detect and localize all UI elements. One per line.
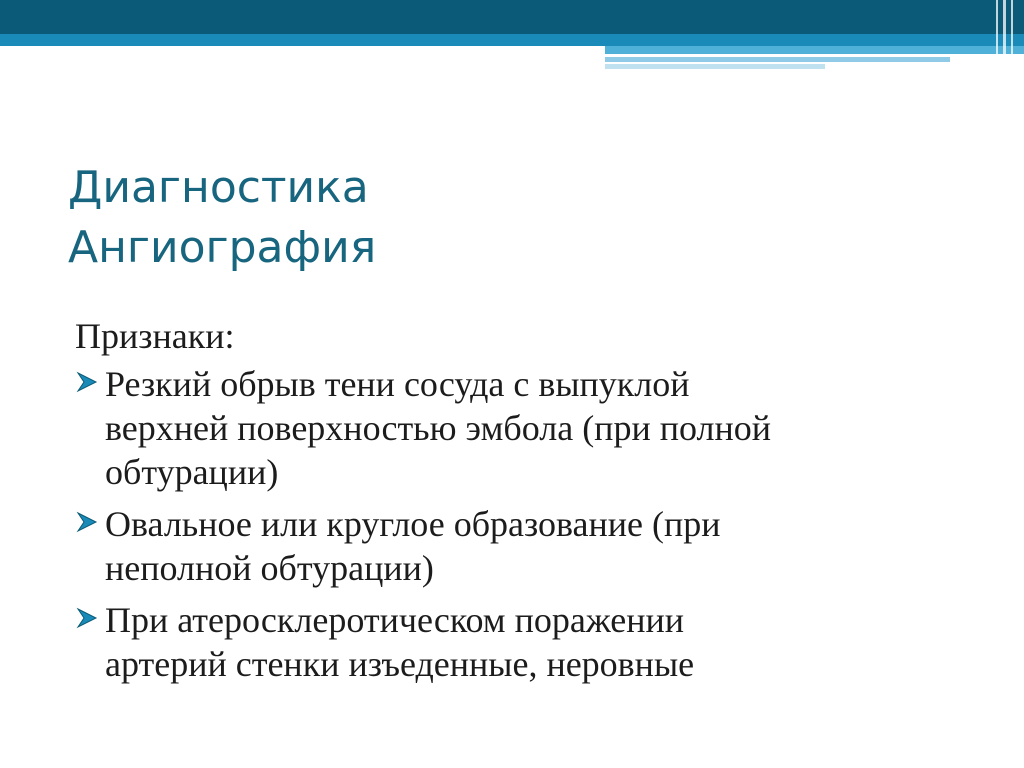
header-band-light-3 — [605, 64, 825, 69]
bullet-line: Резкий обрыв тени сосуда с выпуклой — [105, 364, 690, 404]
header-divider-line — [1011, 0, 1013, 68]
header-band-light-2 — [605, 57, 950, 62]
header-band-light-1 — [605, 46, 1024, 54]
slide-body — [75, 314, 955, 694]
header-divider-line — [996, 0, 998, 68]
title-line-1: Диагностика — [68, 162, 369, 213]
bullet-line: артерий стенки изъеденные, неровные — [105, 644, 695, 684]
chevron-arrow-icon — [75, 369, 101, 395]
slide-title — [68, 158, 968, 278]
signs-heading: Признаки: — [75, 316, 235, 356]
chevron-arrow-icon — [75, 605, 101, 631]
bullet-item — [75, 502, 955, 590]
bullet-line: Овальное или круглое образование (при — [105, 504, 721, 544]
header-divider-line — [1003, 0, 1006, 68]
bullet-line: обтурации) — [105, 452, 279, 492]
header-band-dark — [0, 0, 1024, 34]
bullet-line: неполной обтурации) — [105, 548, 434, 588]
bullet-line: При атеросклеротическом поражении — [105, 600, 684, 640]
bullet-item — [75, 362, 955, 494]
bullet-item — [75, 598, 955, 686]
title-line-2: Ангиография — [68, 222, 377, 273]
bullet-line: верхней поверхностью эмбола (при полной — [105, 408, 771, 448]
header-band-mid — [0, 34, 1024, 46]
chevron-arrow-icon — [75, 509, 101, 535]
